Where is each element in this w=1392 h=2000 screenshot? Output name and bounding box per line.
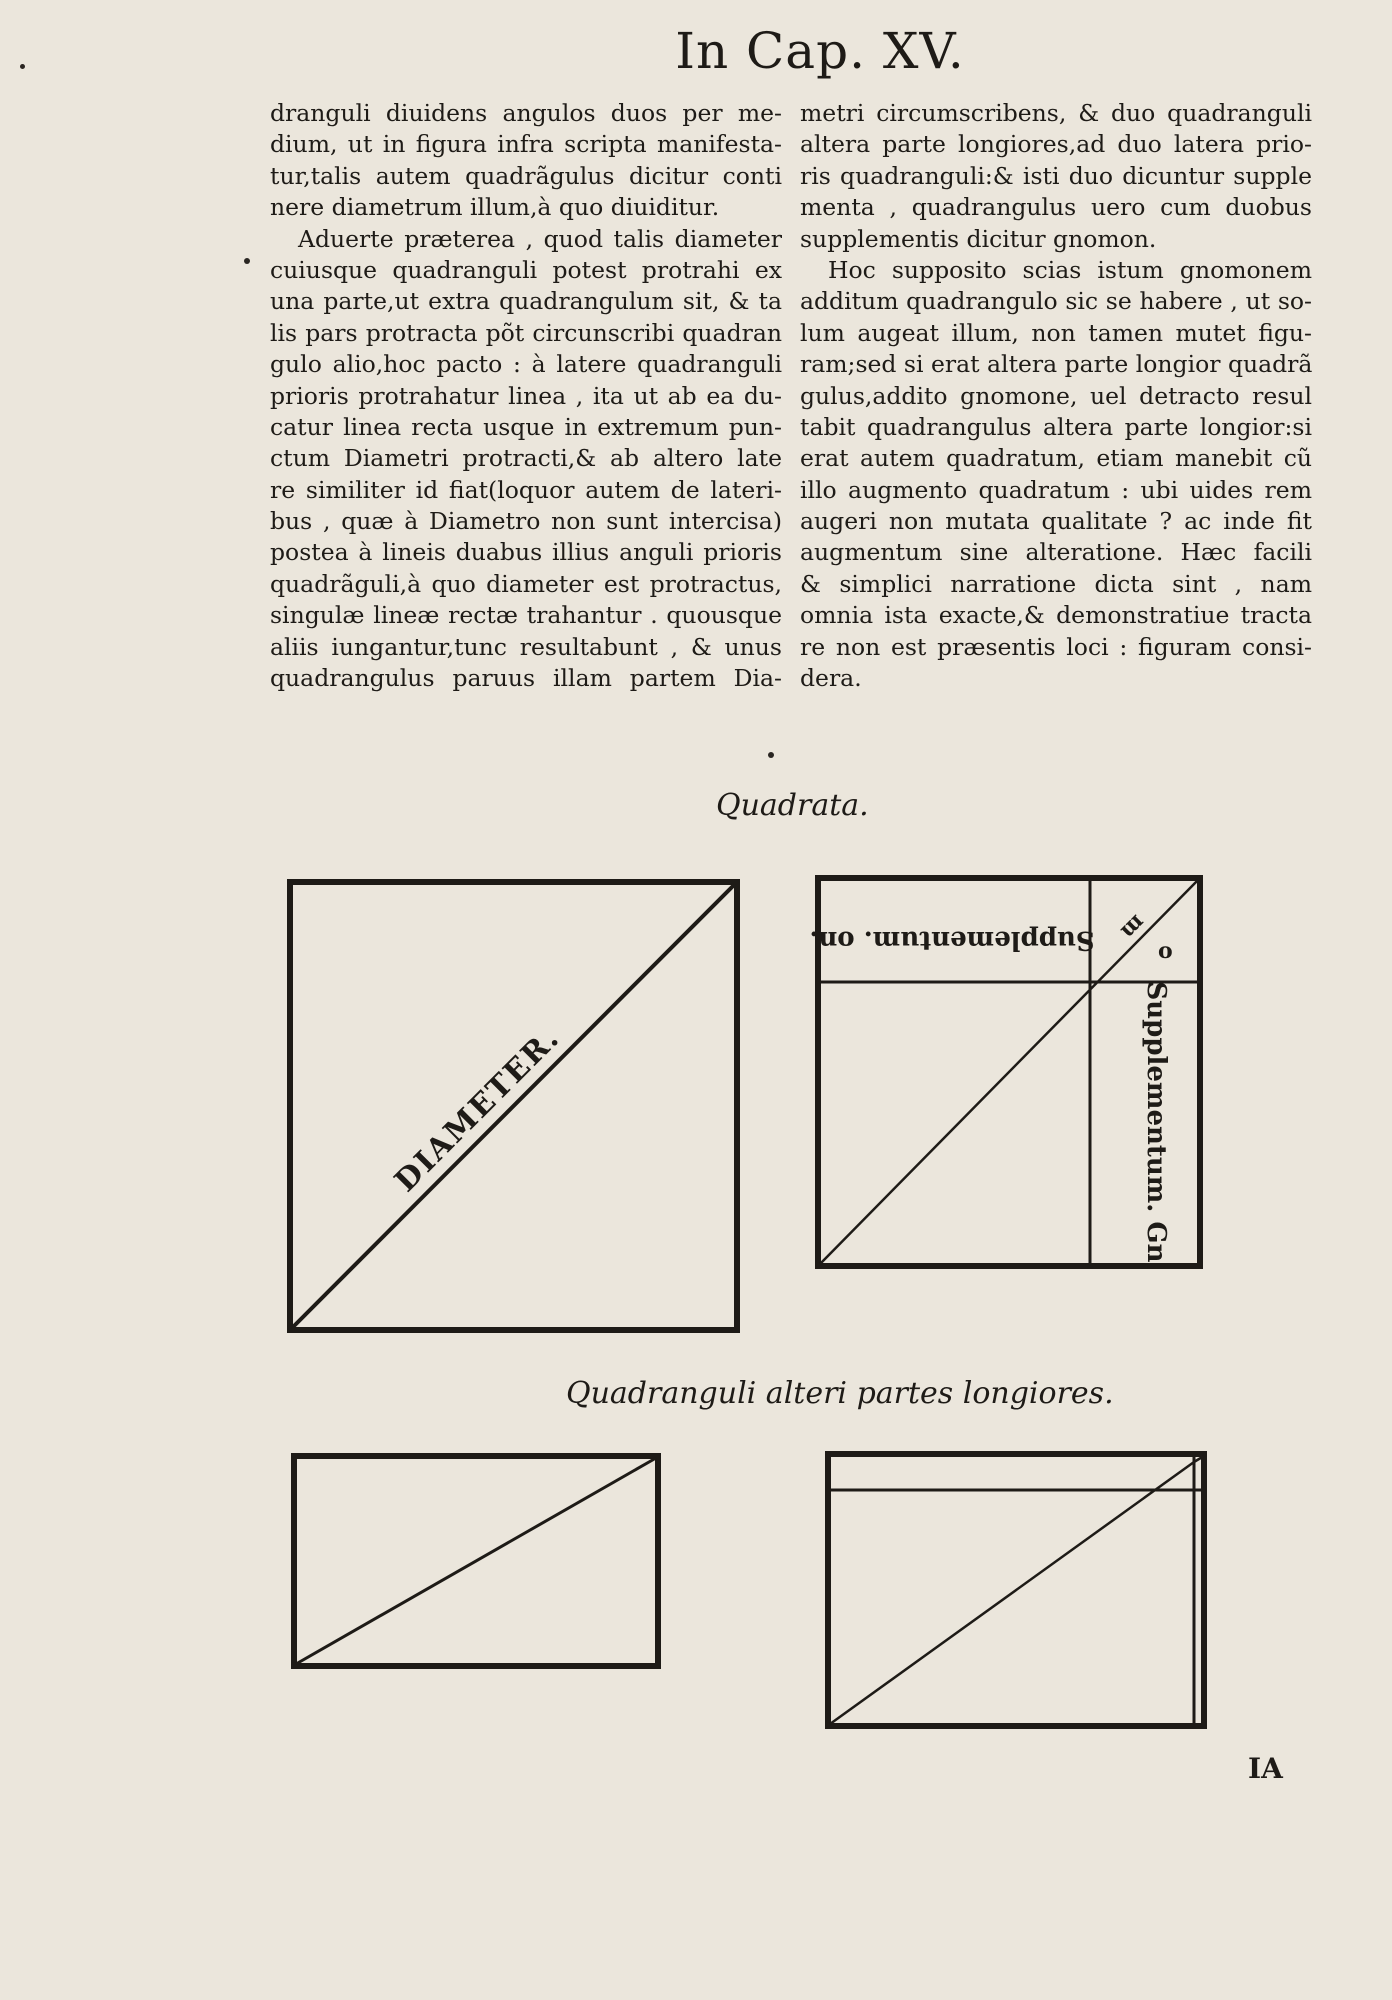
- text-line: additum quadrangulo sic se habere , ut so-: [800, 287, 1312, 316]
- text-line: Hoc supposito scias istum gnomonem: [828, 255, 1312, 284]
- text-line: nere diametrum illum,à quo diuiditur.: [270, 193, 720, 222]
- text-line: altera parte longiores,ad duo latera prio-: [800, 130, 1312, 159]
- diagonal-line: [296, 1458, 656, 1664]
- text-line: dium, ut in figura infra scripta manifesta-: [270, 130, 782, 159]
- figure-square-gnomon: [810, 872, 1210, 1272]
- text-line: re non est præsentis loci : figuram consi-: [800, 632, 1312, 661]
- text-line: quadrangulus paruus illam partem Dia-: [270, 664, 782, 693]
- text-line: re similiter id fiat(loquor autem de lateri-: [270, 475, 782, 504]
- text-line: menta , quadrangulus uero cum duobus: [800, 193, 1312, 222]
- text-line: catur linea recta usque in extremum pun-: [270, 412, 782, 441]
- text-line: ram;sed si erat altera parte longior quadrã: [800, 350, 1313, 379]
- text-column-left: [270, 98, 782, 694]
- text-line: gulus,addito gnomone, uel detracto resul: [800, 381, 1312, 410]
- text-line: augmentum sine alteratione. Hæc facili: [800, 538, 1312, 567]
- text-line: cuiusque quadranguli potest protrahi ex: [270, 255, 782, 284]
- diagonal-line: [830, 1462, 1194, 1724]
- text-line: & simplici narratione dicta sint , nam: [800, 569, 1312, 598]
- diameter-label: DIAMETER.: [388, 1020, 568, 1200]
- text-line: dranguli diuidens angulos duos per me-: [270, 99, 782, 127]
- text-line: Aduerte præterea , quod talis diameter: [298, 224, 782, 253]
- figure-rectangle-diagonal: [288, 1448, 668, 1678]
- text-line: gulo alio,hoc pacto : à latere quadranguli: [270, 350, 782, 379]
- gnomon-letter: o: [1158, 938, 1173, 964]
- text-line: ctum Diametri protracti,& ab altero late: [270, 444, 782, 473]
- text-line: bus , quæ à Diametro non sunt intercisa): [270, 507, 782, 536]
- text-line: aliis iungantur,tunc resultabunt , & unus: [270, 632, 782, 661]
- text-line: una parte,ut extra quadrangulum sit, & ta: [270, 287, 782, 316]
- text-line: lis pars protracta põt circunscribi quadran: [270, 318, 782, 347]
- diameter-line: [292, 884, 735, 1328]
- supplement-top-label: Supplementum. on.: [809, 925, 1095, 955]
- supplement-right-label: Supplementum. Gn: [1141, 981, 1171, 1263]
- text-line: augeri non mutata qualitate ? ac inde fit: [800, 507, 1312, 536]
- text-line: lum augeat illum, non tamen mutet figu-: [800, 318, 1312, 347]
- gnomon-corner-mark: m: [1115, 909, 1151, 945]
- text-line: dera.: [800, 664, 862, 693]
- text-line: metri circumscribens, & duo quadranguli: [800, 99, 1312, 127]
- text-line: tur,talis autem quadrãgulus dicitur conti: [270, 161, 782, 190]
- figure-square-diameter: [280, 872, 750, 1342]
- text-line: ris quadranguli:& isti duo dicuntur supple: [800, 161, 1312, 190]
- ink-speck: [768, 752, 774, 758]
- text-line: illo augmento quadratum : ubi uides rem: [800, 475, 1312, 504]
- signature-mark: IA: [1248, 1752, 1283, 1785]
- ink-speck: [244, 258, 250, 264]
- text-line: postea à lineis duabus illius anguli prioris: [270, 538, 782, 567]
- figure-caption-rectangles: Quadranguli alteri partes longiores.: [566, 1376, 1114, 1411]
- text-line: omnia ista exacte,& demonstratiue tracta: [800, 601, 1312, 630]
- ink-speck: [20, 64, 25, 69]
- text-line: erat autem quadratum, etiam manebit cũ: [800, 444, 1312, 473]
- text-line: prioris protrahatur linea , ita ut ab ea du-: [270, 381, 782, 410]
- text-line: tabit quadrangulus altera parte longior:si: [800, 412, 1312, 441]
- text-line: quadrãguli,à quo diameter est protractus,: [270, 569, 782, 598]
- text-column-right: [800, 98, 1312, 694]
- figure-caption-squares: Quadrata.: [716, 788, 869, 823]
- running-head: In Cap. XV.: [675, 22, 965, 80]
- figure-rectangle-gnomon: [822, 1448, 1212, 1738]
- text-line: singulæ lineæ rectæ trahantur . quousque: [270, 601, 782, 630]
- text-line: supplementis dicitur gnomon.: [800, 224, 1157, 253]
